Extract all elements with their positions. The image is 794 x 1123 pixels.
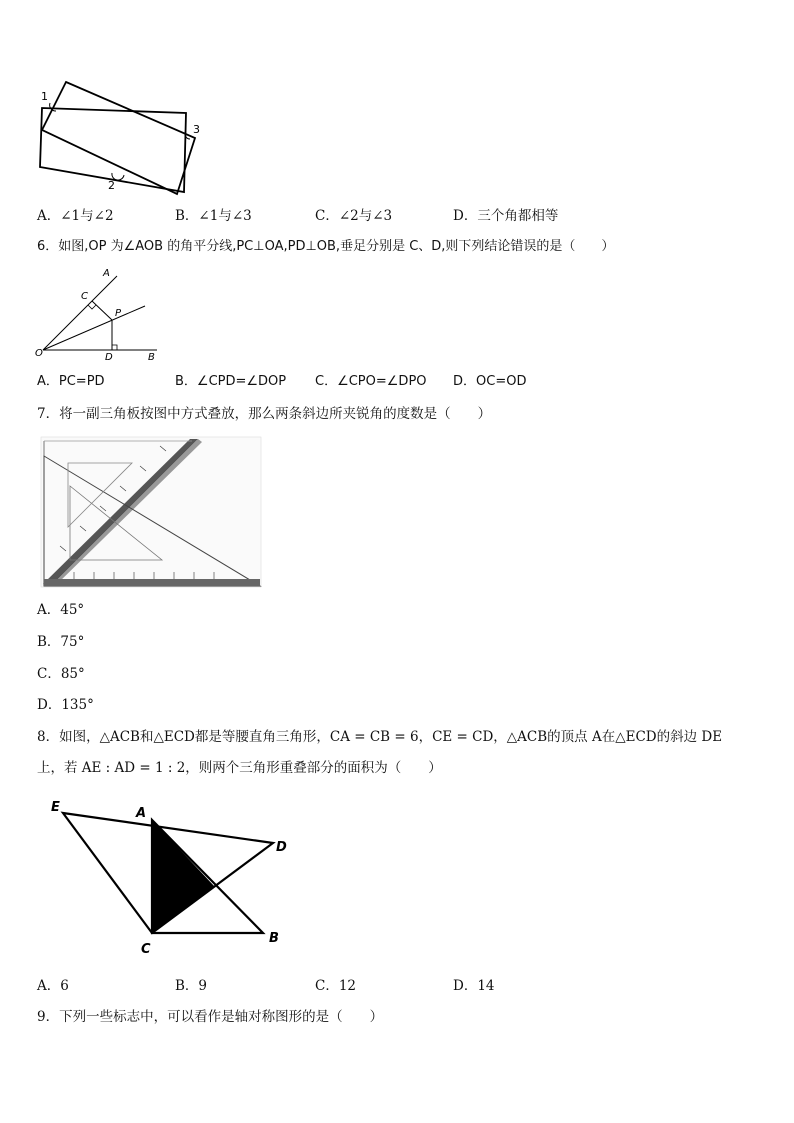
q6-label-b: B: [148, 352, 155, 363]
q7-bottom-ruler: [44, 579, 260, 586]
q6-option-c[interactable]: C．∠CPO=∠DPO: [315, 374, 427, 389]
q5-label-3: 3: [193, 123, 200, 136]
q8-figure: [45, 795, 305, 960]
q8-option-b[interactable]: B．9: [175, 978, 208, 994]
q7-stem: 7．将一副三角板按图中方式叠放，那么两条斜边所夹锐角的度数是（ ）: [37, 406, 492, 422]
q8-label-a: A: [136, 806, 147, 821]
q7-option-a[interactable]: A．45°: [37, 602, 85, 618]
q5-option-c[interactable]: C．∠2与∠3: [315, 208, 393, 224]
q9-stem: 9．下列一些标志中，可以看作是轴对称图形的是（ ）: [37, 1009, 384, 1025]
q8-overlap-region: [152, 820, 215, 933]
q6-right-angle-c: [88, 305, 96, 309]
q6-option-a[interactable]: A．PC=PD: [37, 374, 105, 389]
q6-label-d: D: [105, 352, 113, 363]
q5-option-b[interactable]: B．∠1与∠3: [175, 208, 252, 224]
q6-figure: [33, 268, 163, 363]
q5-rectangle-tilted: [42, 82, 195, 194]
q6-segment-pc: [92, 301, 112, 320]
q8-option-c[interactable]: C．12: [315, 978, 357, 994]
q5-label-1: 1: [41, 90, 48, 103]
q5-option-a[interactable]: A．∠1与∠2: [37, 208, 114, 224]
q8-stem-line2: 上，若 AE : AD = 1 : 2，则两个三角形重叠部分的面积为（ ）: [37, 760, 442, 776]
q6-ray-oa: [43, 276, 117, 350]
q7-option-d[interactable]: D．135°: [37, 697, 94, 713]
q7-figure: [40, 436, 265, 591]
q6-label-p: P: [115, 308, 122, 319]
q8-option-a[interactable]: A．6: [37, 978, 69, 994]
q6-label-o: O: [35, 348, 43, 359]
q8-label-d: D: [276, 840, 287, 855]
q8-option-d[interactable]: D．14: [453, 978, 495, 994]
q8-label-c: C: [141, 942, 151, 957]
q5-figure: [30, 75, 210, 195]
q7-option-c[interactable]: C．85°: [37, 666, 85, 682]
q5-label-2: 2: [108, 179, 115, 192]
q6-label-c: C: [81, 291, 88, 302]
q6-stem: 6．如图,OP 为∠AOB 的角平分线,PC⊥OA,PD⊥OB,垂足分别是 C、D,则下列结论错误的是（ ）: [37, 239, 615, 254]
q6-label-a: A: [103, 268, 110, 279]
q6-right-angle-d: [112, 345, 117, 350]
q6-option-b[interactable]: B．∠CPD=∠DOP: [175, 374, 287, 389]
q8-label-b: B: [269, 931, 279, 946]
q8-stem-line1: 8．如图，△ACB和△ECD都是等腰直角三角形，CA = CB = 6，CE = CD，△ACB的顶点 A在△ECD的斜边 DE: [37, 729, 723, 745]
q8-label-e: E: [51, 800, 60, 815]
q5-option-d[interactable]: D．三个角都相等: [453, 208, 559, 224]
q7-option-b[interactable]: B．75°: [37, 634, 85, 650]
q6-option-d[interactable]: D．OC=OD: [453, 374, 527, 389]
q6-bisector-op: [43, 306, 145, 350]
